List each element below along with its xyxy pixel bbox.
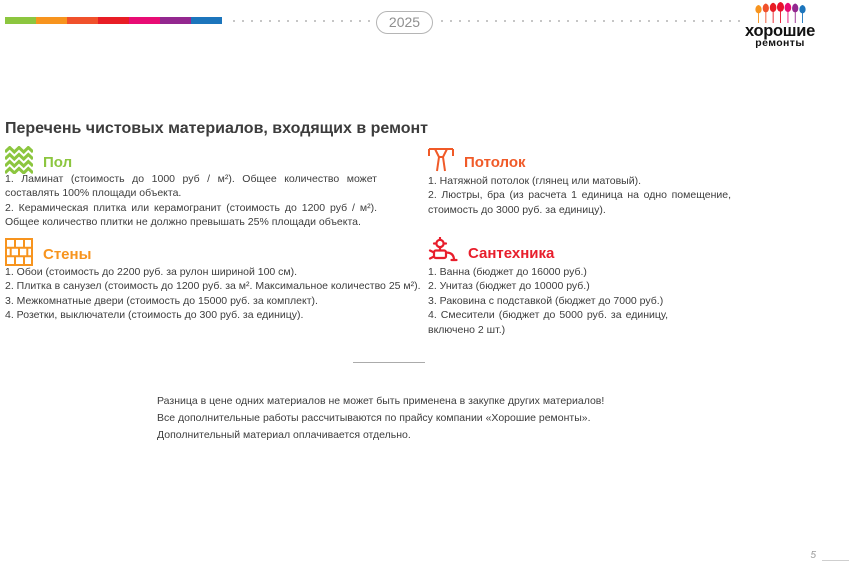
section-title-plumbing: Сантехника bbox=[468, 245, 555, 262]
section-title-ceiling: Потолок bbox=[464, 154, 526, 171]
section-title-walls: Стены bbox=[43, 246, 92, 263]
note-line: Все дополнительные работы рассчитываются по прайсу компании «Хорошие ремонты». bbox=[157, 411, 591, 424]
logo-drops-icon bbox=[754, 2, 807, 23]
section-ceiling-list bbox=[428, 174, 731, 217]
dotted-divider-right bbox=[441, 20, 740, 22]
company-logo bbox=[741, 2, 819, 48]
list-item: 4. Смесители (бюджет до 5000 руб. за единицу, включено 2 шт.) bbox=[428, 309, 668, 336]
list-item: 1. Ламинат (стоимость до 1000 руб / м²). Общее количество может составлять 100% площади объекта. bbox=[5, 173, 377, 200]
page-title: Перечень чистовых материалов, входящих в ремонт bbox=[5, 120, 428, 137]
list-item: 2. Керамическая плитка или керамогранит (стоимость до 1200 руб / м²). Общее количество плитки не должно превышать 25% площади объекта. bbox=[5, 201, 377, 229]
page-number-line bbox=[822, 560, 849, 561]
color-bar-segment bbox=[191, 17, 222, 24]
color-bar-segment bbox=[5, 17, 36, 24]
section-plumbing-list bbox=[428, 265, 668, 337]
list-item: 1. Натяжной потолок (глянец или матовый). bbox=[428, 175, 642, 187]
list-item: 2. Унитаз (бюджет до 10000 руб.) bbox=[428, 280, 590, 293]
list-item: 2. Люстры, бра (из расчета 1 единица на одно помещение, стоимость до 3000 руб. за единицу). bbox=[428, 189, 731, 216]
list-item: 2. Плитка в санузел (стоимость до 1200 руб. за м². Максимальное количество 25 м²). bbox=[5, 280, 421, 293]
section-walls-list bbox=[5, 265, 425, 323]
list-item: 4. Розетки, выключатели (стоимость до 300 руб. за единицу). bbox=[5, 309, 304, 322]
footer-notes bbox=[157, 393, 647, 443]
list-item: 1. Обои (стоимость до 2200 руб. за рулон шириной 100 см). bbox=[5, 266, 298, 278]
list-item: 3. Раковина с подставкой (бюджет до 7000 руб.) bbox=[428, 294, 664, 307]
list-item: 1. Ванна (бюджет до 16000 руб.) bbox=[428, 266, 587, 278]
note-line: Дополнительный материал оплачивается отдельно. bbox=[157, 428, 411, 441]
color-bar-segment bbox=[160, 17, 191, 24]
section-floor-list bbox=[5, 172, 377, 230]
color-bar-segment bbox=[98, 17, 129, 24]
rainbow-color-bar bbox=[5, 17, 222, 24]
dotted-divider-left bbox=[233, 20, 372, 22]
year-badge: 2025 bbox=[376, 11, 433, 34]
color-bar-segment bbox=[129, 17, 160, 24]
color-bar-segment bbox=[67, 17, 98, 24]
horizontal-divider bbox=[353, 362, 425, 363]
color-bar-segment bbox=[36, 17, 67, 24]
page-number: 5 bbox=[810, 550, 816, 561]
list-item: 3. Межкомнатные двери (стоимость до 15000 руб. за комплект). bbox=[5, 294, 318, 307]
section-title-floor: Пол bbox=[43, 154, 73, 171]
logo-text-line1: хорошие bbox=[745, 22, 815, 40]
logo-text-line2: ремонты bbox=[755, 37, 805, 49]
note-line: Разница в цене одних материалов не может быть применена в закупке других материалов! bbox=[157, 395, 605, 407]
